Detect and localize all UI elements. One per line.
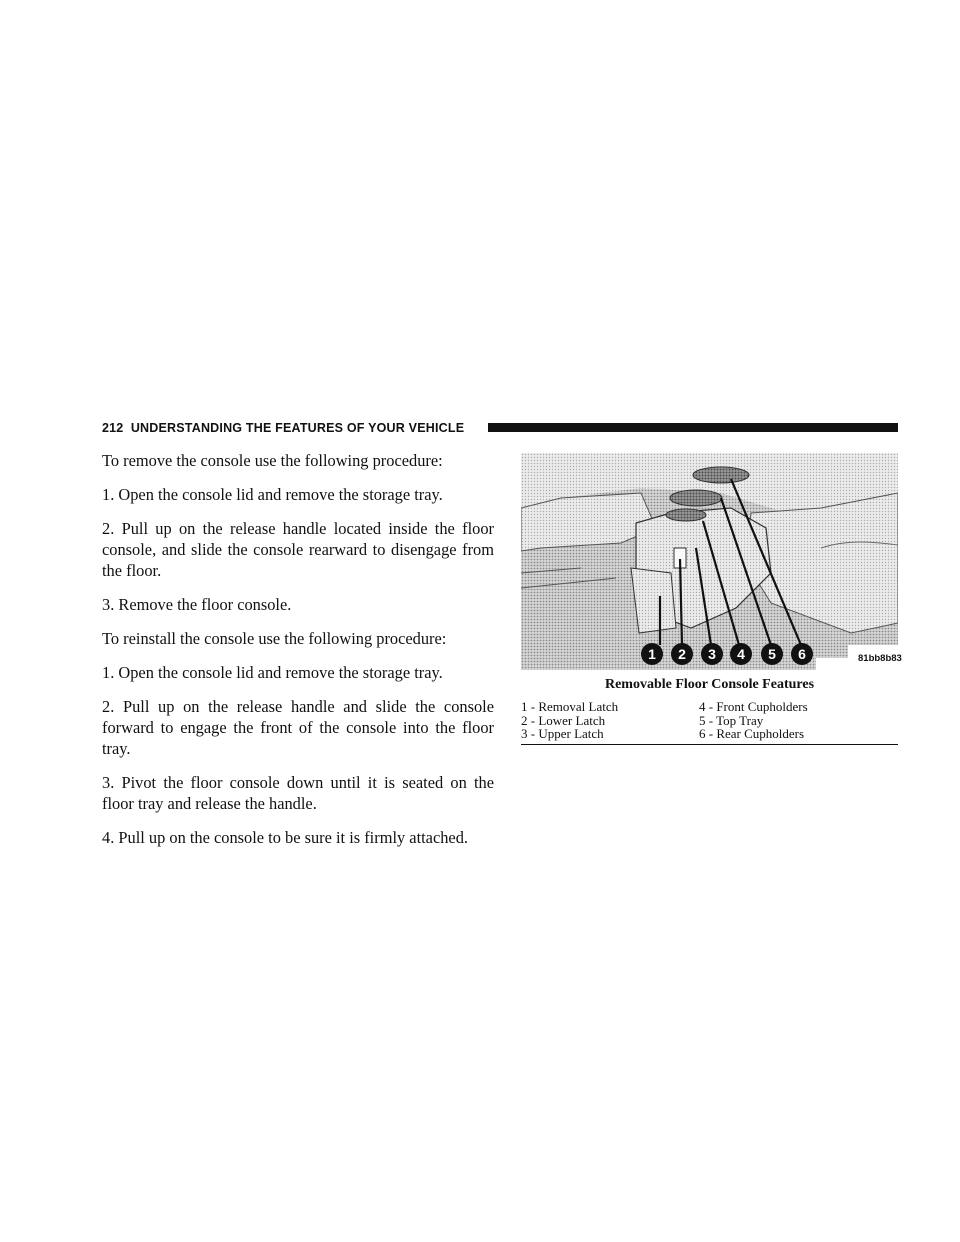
legend-item: 6 - Rear Cupholders xyxy=(699,726,805,741)
header-text xyxy=(102,420,464,436)
paragraph: 3. Pivot the floor console down until it is seated on the floor tray and release the handle. xyxy=(102,773,494,813)
legend-item: 4 - Front Cupholders xyxy=(699,699,808,714)
paragraph: 1. Open the console lid and remove the storage tray. xyxy=(102,485,443,504)
paragraph: To remove the console use the following procedure: xyxy=(102,451,443,470)
figure-code: 81bb8b83 xyxy=(858,653,902,664)
procedure-text xyxy=(102,450,494,861)
running-header xyxy=(102,420,898,436)
legend-row xyxy=(521,714,898,728)
legend-item: 2 - Lower Latch xyxy=(521,712,606,728)
legend-row xyxy=(521,700,898,714)
header-rule xyxy=(488,423,898,432)
legend-item: 3 - Upper Latch xyxy=(521,726,604,741)
page-number: 212 xyxy=(102,421,124,435)
figure-caption: Removable Floor Console Features xyxy=(604,677,815,692)
console-illustration xyxy=(521,453,898,670)
figure-legend xyxy=(521,700,898,745)
callout-3: 3 xyxy=(708,646,716,662)
paragraph: 2. Pull up on the release handle and slide the console forward to engage the front of the console into the floor tray. xyxy=(102,697,494,758)
callout-2: 2 xyxy=(678,646,686,662)
paragraph: 3. Remove the floor console. xyxy=(102,595,292,614)
callout-1: 1 xyxy=(648,646,656,662)
legend-rule xyxy=(521,744,898,745)
callout-6: 6 xyxy=(798,646,806,662)
callout-4: 4 xyxy=(737,646,745,662)
paragraph: 2. Pull up on the release handle located inside the floor console, and slide the console rearward to disengage from the floor. xyxy=(102,519,494,580)
console-drawing xyxy=(521,453,898,670)
paragraph: To reinstall the console use the following procedure: xyxy=(102,629,447,648)
legend-item: 5 - Top Tray xyxy=(699,712,764,728)
paragraph: 1. Open the console lid and remove the storage tray. xyxy=(102,663,443,682)
legend-row xyxy=(521,727,898,741)
paragraph: 4. Pull up on the console to be sure it is firmly attached. xyxy=(102,828,468,847)
section-title: UNDERSTANDING THE FEATURES OF YOUR VEHICLE xyxy=(130,421,465,435)
callout-5: 5 xyxy=(768,646,776,662)
legend-item: 1 - Removal Latch xyxy=(521,699,619,714)
